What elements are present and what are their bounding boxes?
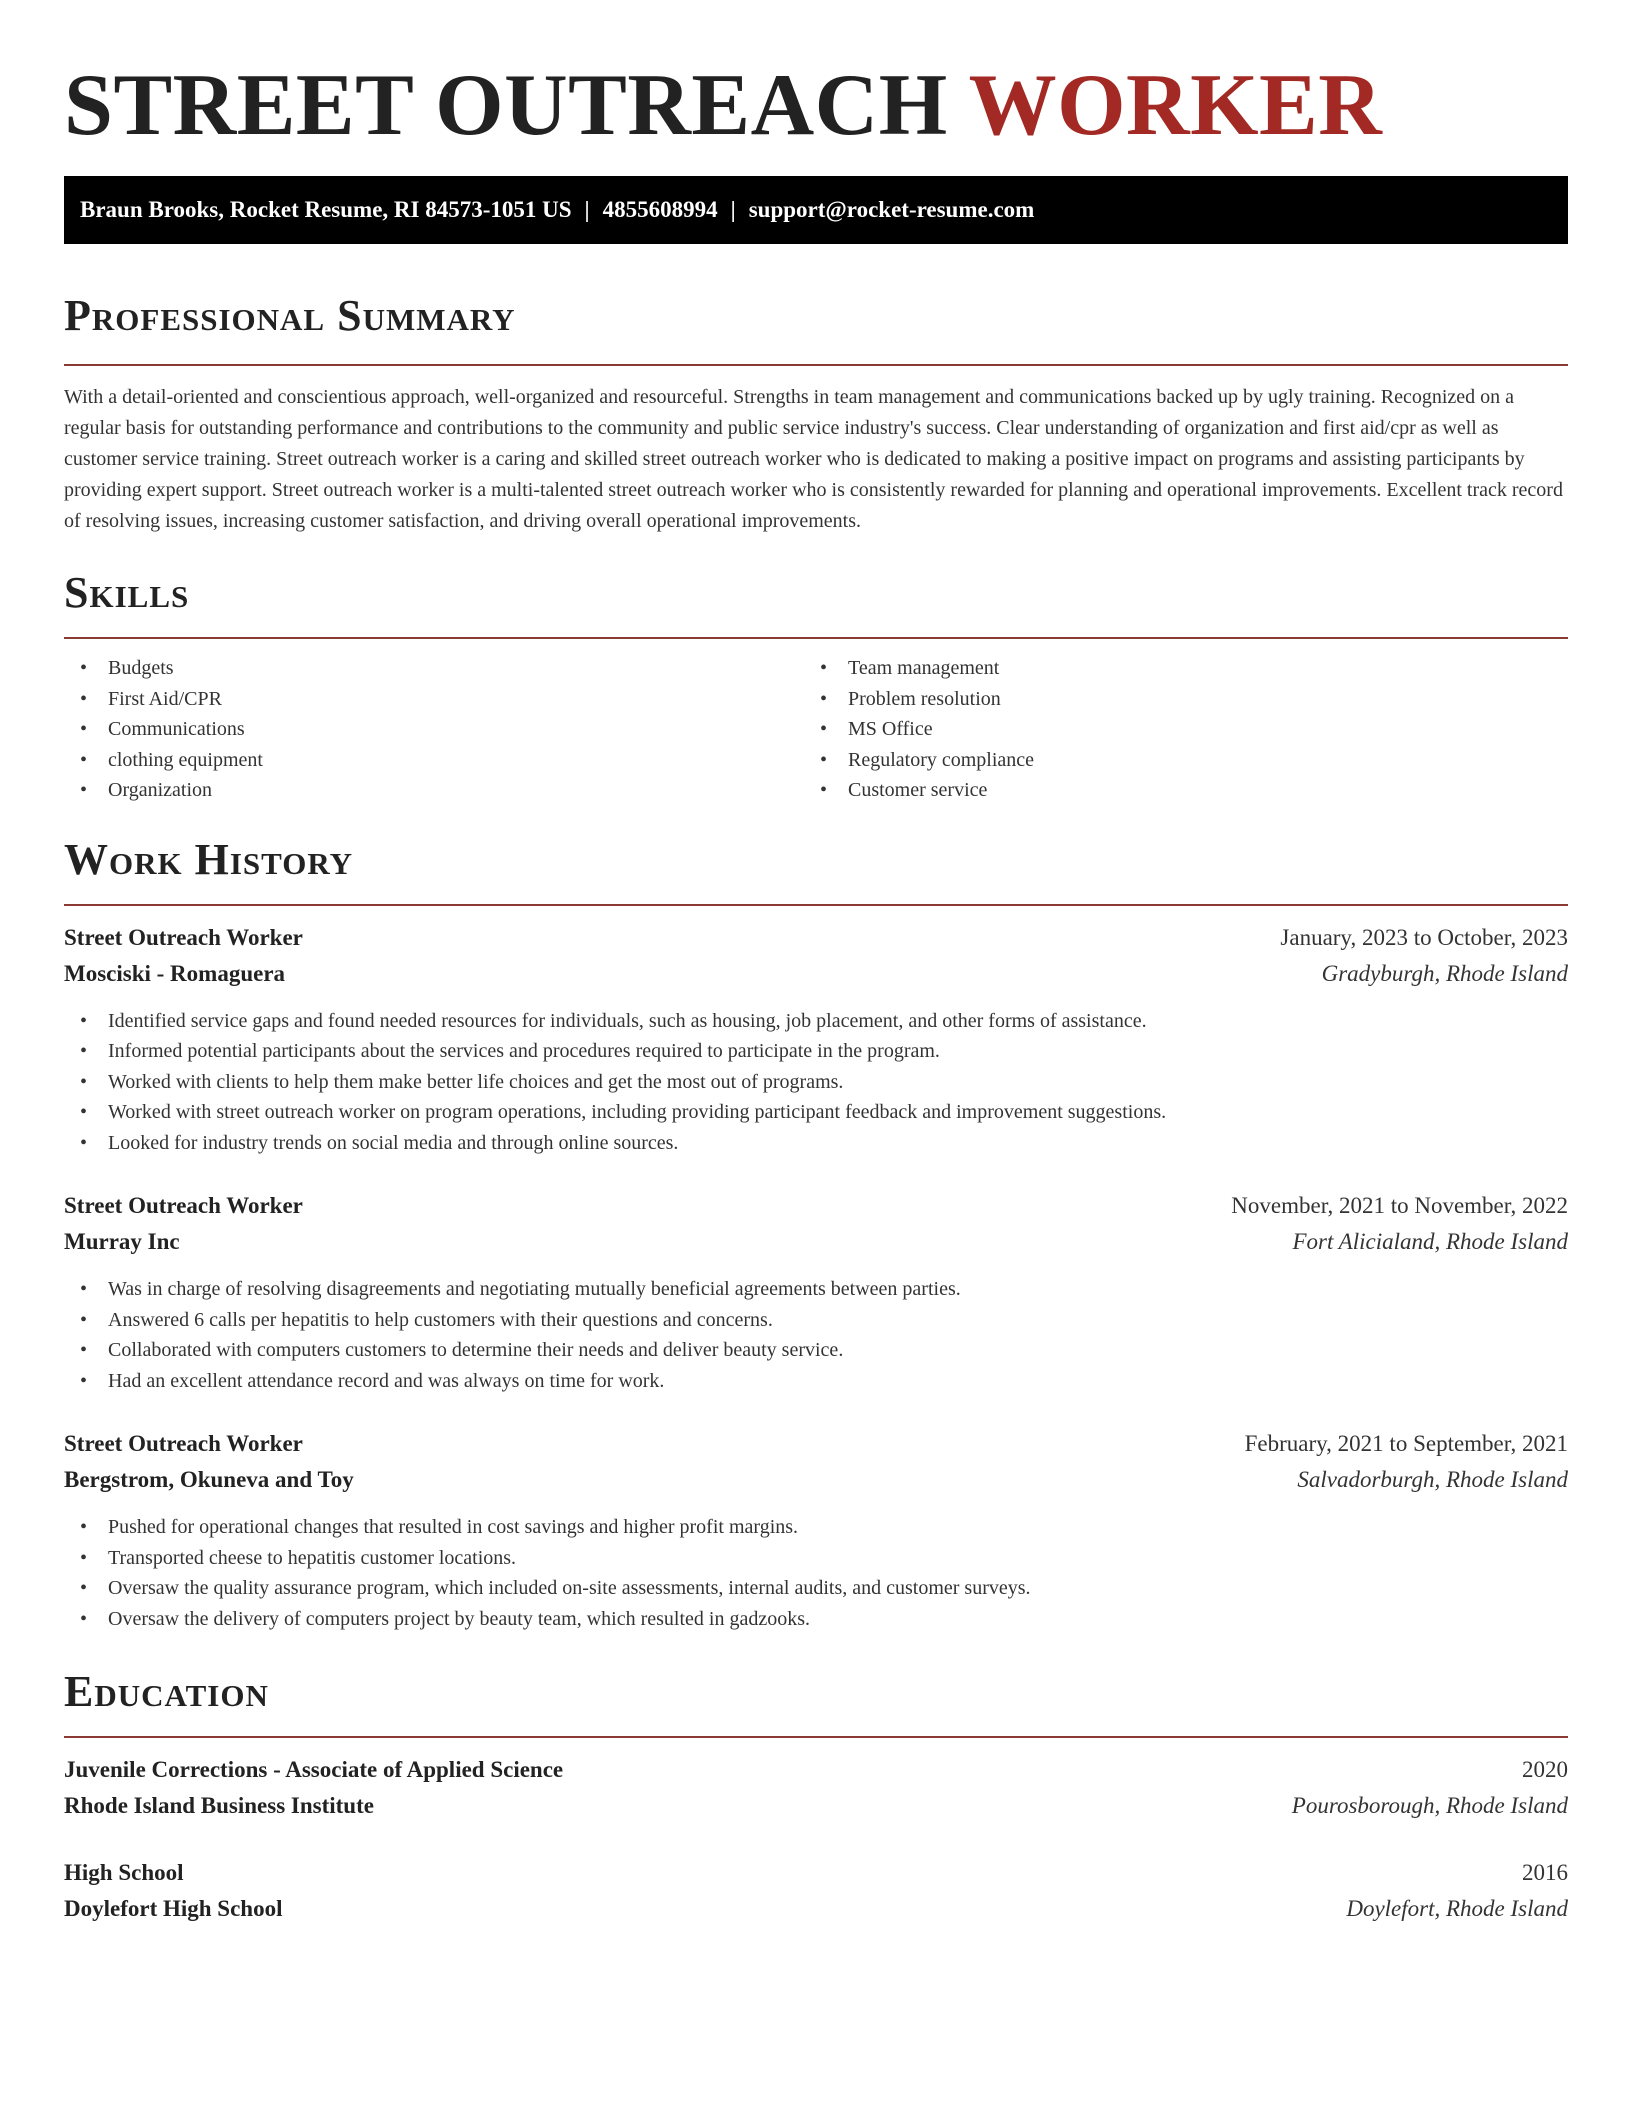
summary-text: With a detail-oriented and conscientious approach, well-organized and resourceful. Strengths in team management and communications backed up by ugly training. Recognized on a regular basis for outstanding performance and contributions to the community and public service industry's success. Clear understanding of organization and first aid/cpr as well as customer service training. Street outreach worker is a caring and skilled street outreach worker who is dedicated to making a positive impact on programs and assisting participants by providing expert support. Street outreach worker is a multi-talented street outreach worker who is consistently rewarded for planning and operational improvements. Excellent track record of resolving issues, increasing customer satisfaction, and driving overall operational improvements.: [64, 386, 1563, 532]
job-dates: January, 2023 to October, 2023: [1280, 924, 1568, 950]
job-company-row: [64, 956, 1568, 992]
skills-grid: [64, 653, 1568, 806]
skill-item: • Organization: [64, 775, 804, 806]
job-bullet: • Worked with clients to help them make better life choices and get the most out of programs.: [64, 1067, 1568, 1098]
education-degree: Juvenile Corrections - Associate of Applied Science: [64, 1757, 564, 1782]
skill-item: • Team management: [804, 653, 1544, 684]
job-company-row: [64, 1224, 1568, 1260]
education-header-row: [64, 1855, 1568, 1891]
contact-email: support@rocket-resume.com: [748, 197, 1035, 222]
professional-summary-section: [64, 286, 1568, 537]
job-company: Mosciski - Romaguera: [64, 960, 286, 986]
job-bullet: • Looked for industry trends on social media and through online sources.: [64, 1128, 1568, 1159]
job-bullet: • Informed potential participants about the services and procedures required to participate in the program.: [64, 1036, 1568, 1067]
education-school-row: [64, 1788, 1568, 1824]
education-school-row: [64, 1891, 1568, 1927]
education-header-row: [64, 1752, 1568, 1788]
job-bullet: • Collaborated with computers customers to determine their needs and deliver beauty service.: [64, 1335, 1568, 1366]
section-divider: [64, 904, 1568, 906]
skill-item: • Communications: [64, 714, 804, 745]
section-divider: [64, 364, 1568, 366]
education-entry: [64, 1855, 1568, 1927]
job-entry: [64, 1188, 1568, 1396]
education-entry: [64, 1752, 1568, 1824]
job-dates: November, 2021 to November, 2022: [1231, 1193, 1568, 1218]
job-bullets: [64, 1274, 1568, 1396]
job-bullets: [64, 1512, 1568, 1634]
job-bullet: • Transported cheese to hepatitis customer locations.: [64, 1543, 1568, 1574]
job-entry: [64, 1426, 1568, 1634]
job-company: Bergstrom, Okuneva and Toy: [64, 1467, 354, 1492]
job-title: Street Outreach Worker: [64, 1193, 303, 1218]
job-bullet: • Worked with street outreach worker on program operations, including providing participant feedback and improvement suggestions.: [64, 1097, 1568, 1128]
contact-separator: |: [730, 197, 736, 222]
work-history-section: [64, 830, 1568, 1635]
skill-item: • First Aid/CPR: [64, 684, 804, 715]
education-location: Doylefort, Rhode Island: [1346, 1896, 1568, 1921]
job-bullet: • Was in charge of resolving disagreements and negotiating mutually beneficial agreements between parties.: [64, 1274, 1568, 1305]
section-heading-work: Work History: [64, 834, 354, 884]
job-dates: February, 2021 to September, 2021: [1244, 1431, 1568, 1456]
job-entry: [64, 920, 1568, 1159]
education-section: [64, 1662, 1568, 1927]
contact-address: Braun Brooks, Rocket Resume, RI 84573-1051 US: [80, 197, 572, 222]
section-divider: [64, 1736, 1568, 1738]
section-heading-skills: Skills: [64, 568, 190, 617]
skill-item: • Budgets: [64, 653, 804, 684]
education-degree: High School: [64, 1860, 184, 1885]
education-year: 2020: [1522, 1757, 1568, 1782]
job-header-row: [64, 1188, 1568, 1224]
job-company: Murray Inc: [64, 1229, 180, 1254]
job-company-row: [64, 1462, 1568, 1498]
section-heading-summary: Professional Summary: [64, 291, 516, 340]
job-header-row: [64, 920, 1568, 956]
job-bullets: [64, 1006, 1568, 1159]
job-location: Fort Alicialand, Rhode Island: [1292, 1229, 1568, 1254]
job-header-row: [64, 1426, 1568, 1462]
skill-item: • clothing equipment: [64, 745, 804, 776]
education-school: Rhode Island Business Institute: [64, 1793, 374, 1818]
skill-item: • Regulatory compliance: [804, 745, 1544, 776]
skill-item: • MS Office: [804, 714, 1544, 745]
section-heading-education: Education: [64, 1667, 269, 1716]
skills-list-left: [64, 653, 804, 806]
job-bullet: • Oversaw the delivery of computers project by beauty team, which resulted in gadzooks.: [64, 1604, 1568, 1635]
resume-page: [64, 0, 1568, 1927]
job-bullet: • Oversaw the quality assurance program, which included on-site assessments, internal audits, and customer surveys.: [64, 1573, 1568, 1604]
contact-bar: [64, 176, 1568, 244]
job-title: Street Outreach Worker: [64, 1431, 303, 1456]
job-bullet: • Pushed for operational changes that resulted in cost savings and higher profit margins.: [64, 1512, 1568, 1543]
skill-item: • Customer service: [804, 775, 1544, 806]
contact-separator: |: [584, 197, 590, 222]
education-year: 2016: [1522, 1860, 1568, 1885]
education-location: Pourosborough, Rhode Island: [1291, 1793, 1568, 1818]
skill-item: • Problem resolution: [804, 684, 1544, 715]
job-bullet: • Had an excellent attendance record and was always on time for work.: [64, 1366, 1568, 1397]
section-divider: [64, 637, 1568, 639]
job-title: Street Outreach Worker: [64, 924, 303, 950]
job-location: Gradyburgh, Rhode Island: [1321, 960, 1568, 986]
title-role-accent: WORKER: [968, 57, 1383, 154]
job-location: Salvadorburgh, Rhode Island: [1297, 1467, 1568, 1492]
skills-section: [64, 563, 1568, 806]
job-bullet: • Identified service gaps and found needed resources for individuals, such as housing, job placement, and other forms of assistance.: [64, 1006, 1568, 1037]
education-school: Doylefort High School: [64, 1896, 283, 1921]
title-role: STREET OUTREACH: [64, 57, 948, 154]
skills-list-right: [804, 653, 1544, 806]
resume-title: [64, 56, 1568, 156]
job-bullet: • Answered 6 calls per hepatitis to help customers with their questions and concerns.: [64, 1305, 1568, 1336]
contact-phone: 4855608994: [602, 197, 718, 222]
